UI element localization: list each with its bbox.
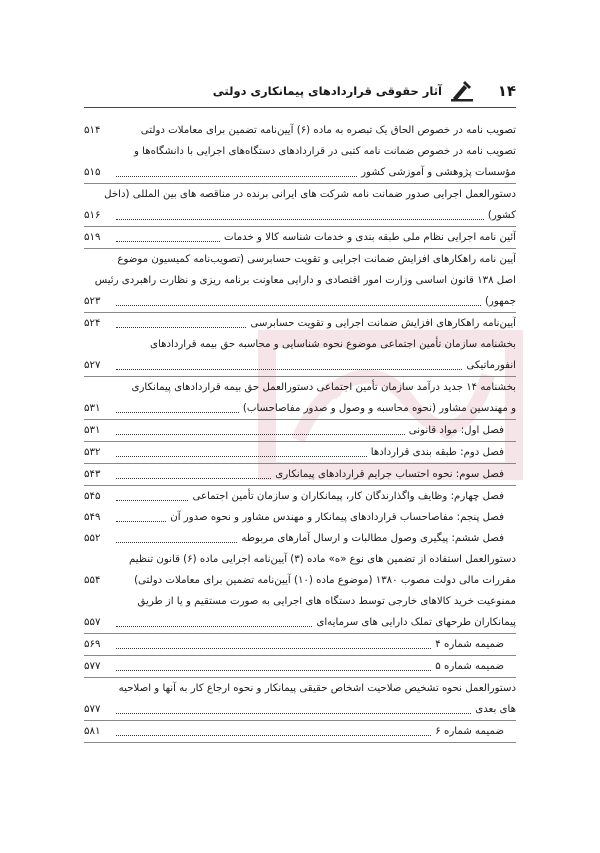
toc-entry-line [84,612,516,633]
dot-leader [116,305,481,306]
toc-page-number: ۵۵۴ [84,575,101,586]
dot-leader [116,327,246,328]
toc-entry-line [84,656,516,677]
toc-page-number: ۵۱۶ [84,210,101,221]
toc-entry [84,420,516,441]
dot-leader [116,713,471,714]
running-header [84,80,516,106]
dot-leader [116,434,405,435]
toc-entry [84,120,516,141]
toc-entry-line [84,205,516,226]
toc-entry-line [84,120,516,141]
toc-entry-line [84,591,516,612]
toc-entry-text: بخشنامه سازمان تأمین اجتماعی موضوع نحوه شناسایی و محاسبه حق بیمه قراردادهای [150,339,516,350]
toc-page-number: ۵۱۵ [84,167,101,178]
toc-entry-text: آیین‌نامه راهکارهای افزایش ضمانت اجرایی و تقویت حسابرسی [250,318,516,329]
toc-entry-line [84,442,516,463]
book-title: آثار حقوقی قراردادهای پیمانکاری دولتی [212,84,442,98]
toc-entry-text: ممنوعیت خرید کالاهای خارجی توسط دستگاه های اجرایی به صورت مستقیم و یا از طریق [137,596,516,607]
entry-separator [84,742,516,743]
toc-entry-text: اصل ۱۳۸ قانون اساسی وزارت امور اقتصادی و دارایی معاونت برنامه ریزی و نظارت راهبردی رئیس [94,275,516,286]
dot-leader [116,521,166,522]
toc-entry-line [84,227,516,248]
toc-entry [84,377,516,419]
toc-page-number: ۵۳۲ [84,447,101,458]
dot-leader [116,176,357,177]
toc-page-number: ۵۳۱ [84,425,101,436]
toc-entry [84,591,516,633]
toc-entry-line [84,721,516,742]
toc-entry-line [84,249,516,270]
dot-leader [116,456,367,457]
toc-entry-line [84,634,516,655]
dot-leader [116,542,237,543]
toc-entry-line [84,420,516,441]
toc-entry [84,249,516,312]
toc-entry-text: ضمیمه شماره ۴ [435,639,504,650]
toc-entry [84,721,516,742]
toc-entry-text: پیمانکاران طرحهای تملک دارایی های سرمایه‌ای [316,617,516,628]
toc-entry-line [84,464,516,485]
toc-entry-text: تصویب نامه در خصوص ضمانت نامه کتبی در قراردادهای دستگاه‌های اجرایی با دانشگاه‌ها و [133,146,516,157]
dot-leader [116,735,431,736]
dot-leader [116,412,239,413]
toc-entry-text: بخشنامه ۱۴ جدید درآمد سازمان تأمین اجتماعی دستورالعمل حق بیمه قراردادهای پیمانکاری [131,382,516,393]
toc-page-number: ۵۴۹ [84,512,101,523]
toc-entry-line [84,570,516,591]
dot-leader [116,670,431,671]
toc-entry-text: فصل اول: مواد قانونی [408,425,504,436]
dot-leader [116,219,484,220]
toc-page-number: ۵۸۱ [84,726,101,737]
toc-entry [84,442,516,463]
toc-entry-text: ضمیمه شماره ۶ [435,726,504,737]
toc-entry-line [84,549,516,570]
toc-entry-text: فصل دوم: طبقه بندی قراردادها [370,447,504,458]
toc-page-number: ۵۱۴ [84,125,101,136]
toc-entry-line [84,398,516,419]
toc-entry-text: جمهور) [484,296,516,307]
toc-entry-line [84,184,516,205]
toc-page-number: ۵۵۲ [84,533,101,544]
toc-entry-line [84,678,516,699]
toc-entry-text: تصویب نامه در خصوص الحاق یک تبصره به ماده (۶) آیین‌نامه تضمین برای معاملات دولتی [140,125,516,136]
toc-entry-line [84,528,516,549]
toc-entry-text: و مهندسین مشاور (نحوه محاسبه و وصول و صدور مفاصاحساب) [242,403,516,414]
toc-page-number: ۵۲۳ [84,296,101,307]
toc-page-number: ۵۴۳ [84,469,101,480]
toc-entry-line [84,334,516,355]
toc-entry-line [84,313,516,334]
toc-entry-text: دستورالعمل نحوه تشخیص صلاحیت اشخاص حقیقی پیمانکار و نحوه ارجاع کار به آنها و اصلاحیه [118,683,516,694]
dot-leader [116,478,271,479]
toc-entry-line [84,162,516,183]
toc-entry-text: مقررات مالی دولت مصوب ۱۳۸۰ (موضوع ماده (۱۰) آیین‌نامه تضمین برای معاملات دولتی) [134,575,516,586]
toc-entry [84,227,516,248]
toc-entry-line [84,270,516,291]
toc-entry-line [84,291,516,312]
toc-page-number: ۵۷۷ [84,704,101,715]
toc-page-number: ۵۲۷ [84,360,101,371]
toc-entry-text: فصل چهارم: وظایف واگذارندگان کار، پیمانکاران و سازمان تأمین اجتماعی [192,491,504,502]
toc-page-number: ۵۳۱ [84,403,101,414]
toc-entry-text: فصل پنجم: مفاصاحساب قراردادهای پیمانکار و مهندس مشاور و نحوه صدور آن [170,512,504,523]
toc-page-number: ۵۵۷ [84,617,101,628]
toc-entry [84,141,516,183]
toc-entry-text: مؤسسات پژوهشی و آموزشی کشور [361,167,516,178]
toc-entry-text: دستورالعمل اجرایی صدور ضمانت نامه شرکت های ایرانی برنده در مناقصه های بین المللی (داخل [104,189,516,200]
toc-entry [84,656,516,677]
toc-page-number: ۵۷۷ [84,661,101,672]
dot-leader [116,500,188,501]
toc-entry-text: انفورماتیکی [466,360,516,371]
toc-entry [84,313,516,334]
toc-entry-text: فصل سوم: نحوه احتساب جرایم قراردادهای پیمانکاری [275,469,504,480]
toc-entry-line [84,486,516,507]
toc-entry-text: کشور) [487,210,516,221]
toc-entry [84,634,516,655]
toc-entry [84,464,516,485]
dot-leader [116,648,431,649]
toc-entry [84,507,516,528]
toc-entry-text: فصل ششم: پیگیری وصول مطالبات و ارسال آمارهای مربوطه [241,533,504,544]
toc-entry [84,486,516,507]
table-of-contents [84,120,516,743]
toc-entry-text: های بعدی [475,704,516,715]
toc-entry [84,528,516,549]
toc-page-number: ۵۱۹ [84,232,101,243]
toc-entry-text: دستورالعمل استفاده از تضمین های نوع «ه» ماده (۳) آیین‌نامه اجرایی ماده (۶) قانون تنظیم [129,554,516,565]
toc-entry-text: آیین نامه راهکارهای افزایش ضمانت اجرایی و تقویت حسابرسی (تصویب‌نامه کمیسیون موضوع [117,254,516,265]
toc-entry [84,549,516,591]
toc-page-number: ۵۴۵ [84,491,101,502]
toc-page-number: ۵۲۴ [84,318,101,329]
toc-entry-line [84,141,516,162]
toc-page-number: ۵۶۹ [84,639,101,650]
toc-entry-line [84,699,516,720]
dot-leader [116,369,462,370]
toc-entry-line [84,355,516,376]
toc-entry-line [84,377,516,398]
page-number: ۱۴ [497,82,516,100]
toc-entry [84,678,516,720]
toc-entry-line [84,507,516,528]
dot-leader [116,626,312,627]
toc-entry [84,184,516,226]
publisher-logo-icon [450,80,474,102]
toc-entry [84,334,516,376]
header-rule [84,107,516,108]
dot-leader [116,241,220,242]
toc-entry-text: ضمیمه شماره ۵ [435,661,504,672]
toc-entry-text: آئین نامه اجرایی نظام ملی طبقه بندی و خدمات شناسه کالا و خدمات [224,232,516,243]
